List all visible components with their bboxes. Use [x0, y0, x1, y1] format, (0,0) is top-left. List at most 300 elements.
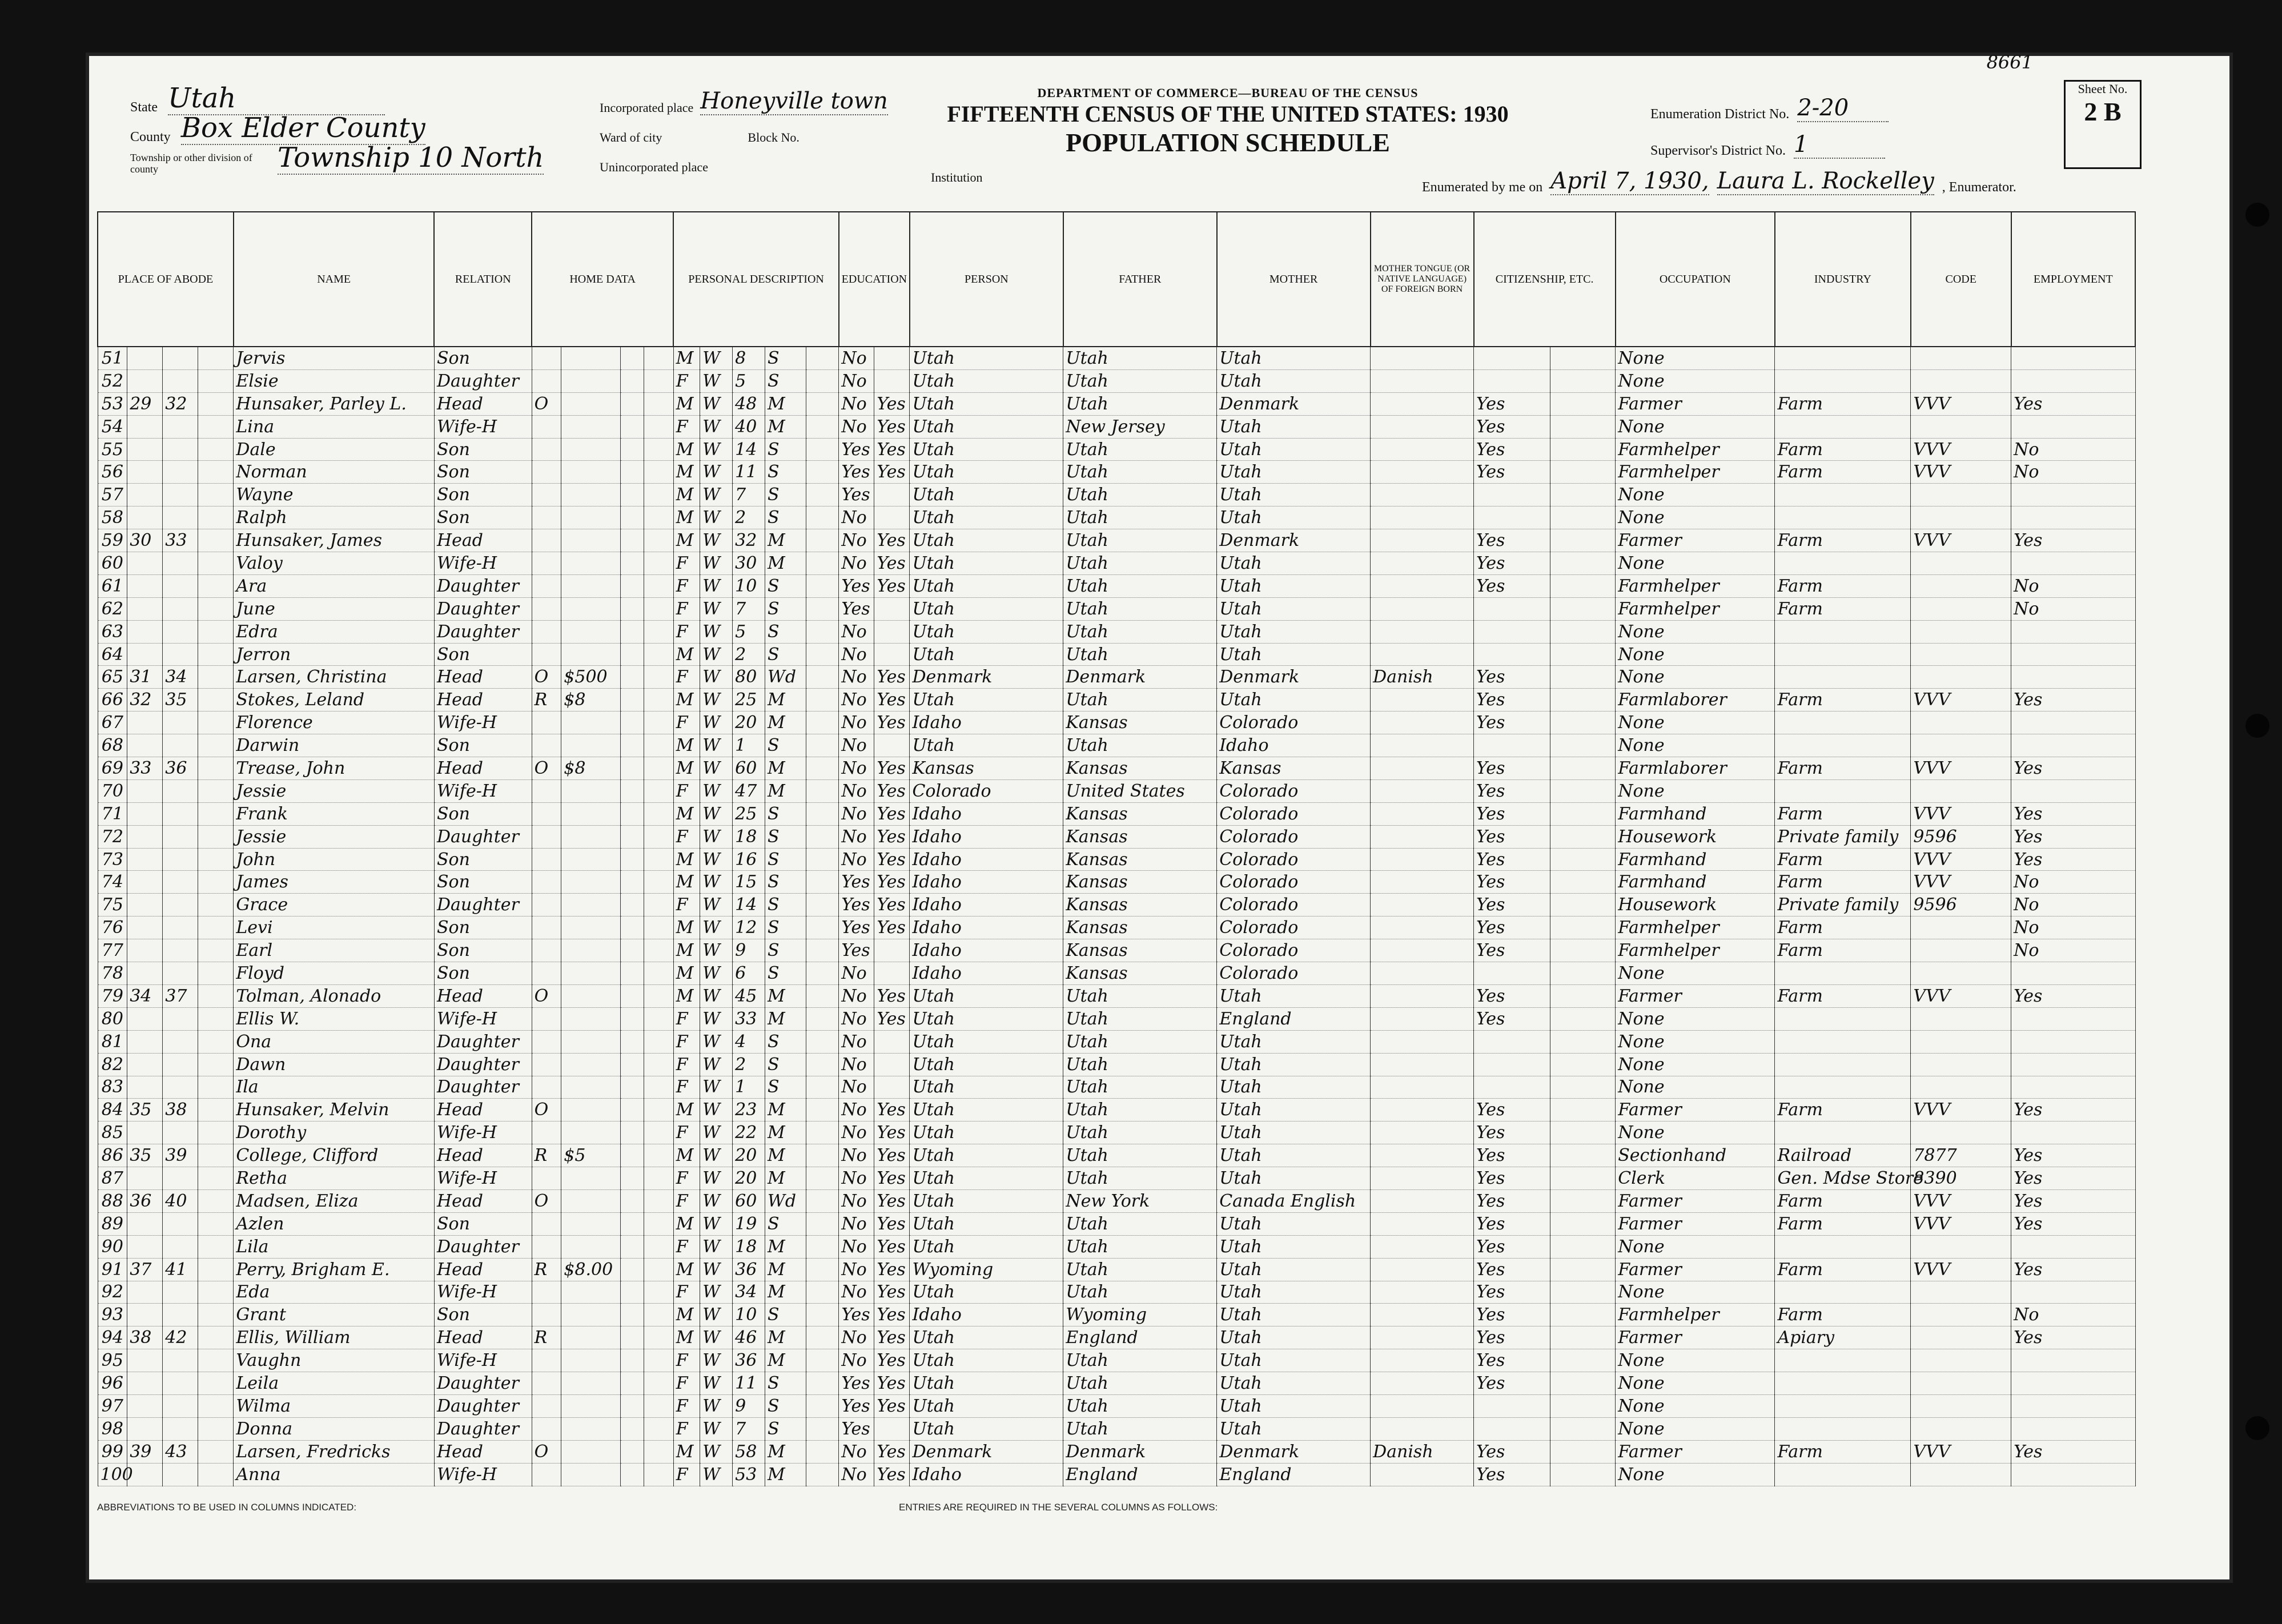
cell-read: Yes [874, 916, 910, 939]
cell-age: 20 [733, 1144, 765, 1167]
cell-fam [163, 369, 198, 392]
cell-cit: Yes [1474, 438, 1550, 461]
cell-read: Yes [874, 1212, 910, 1235]
cell-code: 8390 [1911, 1167, 2011, 1190]
cell-mbp: Colorado [1217, 711, 1371, 734]
cell-fam [163, 438, 198, 461]
cell-sex: F [673, 415, 700, 438]
cell-work: Yes [2011, 1167, 2135, 1190]
cell-bp: Utah [910, 415, 1063, 438]
cell-mbp: Colorado [1217, 871, 1371, 894]
cell-blank [644, 529, 674, 552]
cell-val [561, 1372, 620, 1395]
cell-blank [644, 597, 674, 620]
cell-blank [644, 1258, 674, 1281]
cell-rel: Daughter [434, 1030, 532, 1053]
population-table [97, 211, 2136, 1486]
cell-ind: Farm [1775, 802, 1911, 825]
cell-occ: None [1616, 1235, 1775, 1258]
cell-occ: Farmer [1616, 1099, 1775, 1121]
cell-mbp: Utah [1217, 984, 1371, 1007]
cell-blank [198, 1076, 234, 1099]
cell-read: Yes [874, 1394, 910, 1417]
cell-ind: Farm [1775, 461, 1911, 484]
cell-tongue [1371, 689, 1474, 711]
cell-race: W [700, 643, 733, 666]
cell-blank [1550, 1167, 1616, 1190]
cell-tongue [1371, 1281, 1474, 1304]
cell-tongue [1371, 574, 1474, 597]
cell-val [561, 1099, 620, 1121]
cell-dw: 36 [127, 1189, 163, 1212]
cell-age: 25 [733, 802, 765, 825]
cell-school: No [839, 1349, 874, 1372]
cell-bp: Wyoming [910, 1258, 1063, 1281]
cell-school: Yes [839, 939, 874, 962]
cell-cit: Yes [1474, 1463, 1550, 1486]
cell-tongue [1371, 1099, 1474, 1121]
cell-val [561, 392, 620, 415]
table-row [98, 1326, 2135, 1349]
block-label: Block No. [748, 130, 799, 144]
cell-blank [806, 825, 839, 848]
cell-rel: Head [434, 757, 532, 780]
cell-ind [1775, 962, 1911, 985]
cell-fam: 33 [163, 529, 198, 552]
cell-read: Yes [874, 871, 910, 894]
cell-own [532, 802, 561, 825]
cell-rel: Daughter [434, 894, 532, 916]
cell-dw: 31 [127, 666, 163, 689]
cell-race: W [700, 1258, 733, 1281]
cell-read: Yes [874, 574, 910, 597]
cell-fbp: Utah [1063, 1099, 1217, 1121]
cell-work: Yes [2011, 757, 2135, 780]
cell-school: No [839, 984, 874, 1007]
cell-fbp: Utah [1063, 552, 1217, 575]
cell-val [561, 1235, 620, 1258]
cell-rel: Son [434, 461, 532, 484]
cell-blank [620, 689, 644, 711]
cell-blank [1550, 757, 1616, 780]
cell-work: No [2011, 574, 2135, 597]
cell-tongue: Danish [1371, 1440, 1474, 1463]
cell-blank [198, 529, 234, 552]
cell-dw [127, 916, 163, 939]
cell-blank [644, 939, 674, 962]
cell-name: Elsie [234, 369, 435, 392]
cell-blank [1550, 939, 1616, 962]
cell-race: W [700, 552, 733, 575]
cell-n: 54 [98, 415, 127, 438]
cell-rel: Wife-H [434, 415, 532, 438]
cell-sex: F [673, 825, 700, 848]
cell-school: No [839, 1463, 874, 1486]
cell-mar: Wd [765, 666, 806, 689]
cell-val [561, 1189, 620, 1212]
cell-blank [806, 711, 839, 734]
cell-n: 58 [98, 507, 127, 529]
cell-blank [806, 507, 839, 529]
cell-work: No [2011, 894, 2135, 916]
cell-read: Yes [874, 461, 910, 484]
cell-rel: Head [434, 984, 532, 1007]
cell-fam [163, 1235, 198, 1258]
cell-age: 15 [733, 871, 765, 894]
col-personal: PERSONAL DESCRIPTION [673, 212, 839, 347]
cell-work [2011, 1053, 2135, 1076]
cell-own [532, 507, 561, 529]
cell-fam: 39 [163, 1144, 198, 1167]
table-row [98, 1144, 2135, 1167]
cell-rel: Wife-H [434, 1281, 532, 1304]
cell-cit: Yes [1474, 666, 1550, 689]
cell-tongue [1371, 1326, 1474, 1349]
cell-tongue [1371, 1349, 1474, 1372]
cell-tongue [1371, 1121, 1474, 1144]
cell-cit: Yes [1474, 1281, 1550, 1304]
cell-school: No [839, 962, 874, 985]
cell-rel: Wife-H [434, 779, 532, 802]
cell-school: No [839, 347, 874, 369]
cell-blank [620, 415, 644, 438]
cell-ind [1775, 552, 1911, 575]
cell-sex: F [673, 1349, 700, 1372]
cell-blank [198, 1281, 234, 1304]
cell-code: VVV [1911, 392, 2011, 415]
cell-blank [198, 1326, 234, 1349]
cell-work: No [2011, 438, 2135, 461]
cell-tongue [1371, 643, 1474, 666]
cell-cit: Yes [1474, 461, 1550, 484]
table-row [98, 1235, 2135, 1258]
cell-code [1911, 484, 2011, 507]
cell-blank [1550, 1212, 1616, 1235]
cell-dw [127, 802, 163, 825]
cell-work [2011, 1372, 2135, 1395]
cell-race: W [700, 1076, 733, 1099]
cell-rel: Daughter [434, 1076, 532, 1099]
cell-mbp: Colorado [1217, 894, 1371, 916]
cell-cit: Yes [1474, 757, 1550, 780]
cell-blank [198, 552, 234, 575]
cell-blank [620, 1121, 644, 1144]
cell-occ: Farmer [1616, 529, 1775, 552]
cell-read [874, 962, 910, 985]
cell-age: 10 [733, 1304, 765, 1326]
cell-code [1911, 734, 2011, 757]
cell-fbp: Utah [1063, 1394, 1217, 1417]
cell-mar: S [765, 802, 806, 825]
cell-mbp: Utah [1217, 1167, 1371, 1190]
cell-cit [1474, 1053, 1550, 1076]
cell-occ: Farmer [1616, 1440, 1775, 1463]
cell-n: 100 [98, 1463, 127, 1486]
cell-school: No [839, 1030, 874, 1053]
cell-sex: M [673, 757, 700, 780]
cell-fam [163, 1372, 198, 1395]
cell-code [1911, 347, 2011, 369]
cell-race: W [700, 1326, 733, 1349]
cell-blank [806, 1372, 839, 1395]
cell-val [561, 552, 620, 575]
cell-bp: Utah [910, 1121, 1063, 1144]
cell-mar: M [765, 1099, 806, 1121]
cell-school: No [839, 689, 874, 711]
cell-race: W [700, 574, 733, 597]
cell-bp: Utah [910, 1007, 1063, 1030]
cell-read: Yes [874, 1121, 910, 1144]
cell-sex: F [673, 1076, 700, 1099]
form-footer [97, 1502, 2136, 1513]
cell-read: Yes [874, 1304, 910, 1326]
cell-race: W [700, 1417, 733, 1440]
cell-cit [1474, 484, 1550, 507]
cell-tongue: Danish [1371, 666, 1474, 689]
cell-occ: None [1616, 1349, 1775, 1372]
cell-code [1911, 1417, 2011, 1440]
cell-blank [806, 574, 839, 597]
cell-code [1911, 1304, 2011, 1326]
cell-blank [198, 1212, 234, 1235]
cell-tongue [1371, 1258, 1474, 1281]
cell-n: 84 [98, 1099, 127, 1121]
cell-blank [198, 347, 234, 369]
cell-mar: M [765, 984, 806, 1007]
cell-occ: Farmhelper [1616, 461, 1775, 484]
cell-fam [163, 916, 198, 939]
cell-dw [127, 1076, 163, 1099]
cell-mbp: Utah [1217, 1053, 1371, 1076]
cell-cit: Yes [1474, 939, 1550, 962]
cell-code [1911, 1326, 2011, 1349]
cell-own [532, 711, 561, 734]
cell-occ: Housework [1616, 894, 1775, 916]
cell-blank [644, 962, 674, 985]
cell-occ: Farmhand [1616, 871, 1775, 894]
cell-mbp: Utah [1217, 1258, 1371, 1281]
cell-rel: Daughter [434, 1372, 532, 1395]
cell-ind: Apiary [1775, 1326, 1911, 1349]
cell-school: Yes [839, 871, 874, 894]
cell-n: 92 [98, 1281, 127, 1304]
cell-code [1911, 415, 2011, 438]
cell-val [561, 1349, 620, 1372]
cell-fbp: Utah [1063, 574, 1217, 597]
cell-name: Ellis, William [234, 1326, 435, 1349]
cell-sex: F [673, 1030, 700, 1053]
cell-fam [163, 962, 198, 985]
cell-occ: None [1616, 1007, 1775, 1030]
cell-code: VVV [1911, 529, 2011, 552]
cell-cit [1474, 962, 1550, 985]
cell-cit [1474, 507, 1550, 529]
cell-race: W [700, 1304, 733, 1326]
cell-n: 77 [98, 939, 127, 962]
cell-sex: M [673, 802, 700, 825]
cell-own [532, 574, 561, 597]
unincorporated-label: Unincorporated place [600, 160, 708, 174]
cell-blank [1550, 529, 1616, 552]
cell-tongue [1371, 620, 1474, 643]
cell-blank [644, 369, 674, 392]
cell-cit [1474, 597, 1550, 620]
cell-occ: Farmhelper [1616, 1304, 1775, 1326]
cell-read: Yes [874, 825, 910, 848]
cell-dw: 29 [127, 392, 163, 415]
cell-fam [163, 552, 198, 575]
cell-blank [1550, 507, 1616, 529]
col-relation: RELATION [434, 212, 532, 347]
cell-blank [198, 666, 234, 689]
cell-read: Yes [874, 1144, 910, 1167]
sd-label: Supervisor's District No. [1650, 143, 1786, 158]
cell-rel: Head [434, 666, 532, 689]
township-label: Township or other division of county [130, 152, 252, 175]
table-row [98, 574, 2135, 597]
cell-blank [198, 1304, 234, 1326]
cell-read: Yes [874, 1007, 910, 1030]
cell-rel: Son [434, 916, 532, 939]
cell-code [1911, 643, 2011, 666]
cell-blank [198, 1417, 234, 1440]
cell-occ: Farmhand [1616, 848, 1775, 871]
cell-age: 40 [733, 415, 765, 438]
cell-n: 86 [98, 1144, 127, 1167]
cell-bp: Utah [910, 620, 1063, 643]
cell-fbp: Kansas [1063, 711, 1217, 734]
cell-n: 99 [98, 1440, 127, 1463]
cell-code: VVV [1911, 1099, 2011, 1121]
cell-blank [1550, 1007, 1616, 1030]
cell-fbp: Kansas [1063, 757, 1217, 780]
cell-ind [1775, 1417, 1911, 1440]
cell-dw [127, 825, 163, 848]
cell-mar: M [765, 392, 806, 415]
cell-blank [1550, 1030, 1616, 1053]
cell-bp: Utah [910, 643, 1063, 666]
sheet-label: Sheet No. [2078, 82, 2128, 96]
table-row [98, 1121, 2135, 1144]
cell-fbp: Utah [1063, 1258, 1217, 1281]
cell-blank [620, 347, 644, 369]
cell-own [532, 1235, 561, 1258]
cell-name: Florence [234, 711, 435, 734]
cell-mbp: Utah [1217, 574, 1371, 597]
cell-name: College, Clifford [234, 1144, 435, 1167]
cell-mbp: Utah [1217, 620, 1371, 643]
cell-blank [806, 1281, 839, 1304]
cell-blank [620, 1349, 644, 1372]
cell-occ: None [1616, 1053, 1775, 1076]
cell-name: Retha [234, 1167, 435, 1190]
cell-school: No [839, 620, 874, 643]
cell-blank [644, 1053, 674, 1076]
cell-fam [163, 1417, 198, 1440]
cell-fam [163, 574, 198, 597]
cell-bp: Utah [910, 1372, 1063, 1395]
cell-n: 97 [98, 1394, 127, 1417]
cell-dw [127, 1349, 163, 1372]
cell-name: Perry, Brigham E. [234, 1258, 435, 1281]
cell-code [1911, 1281, 2011, 1304]
cell-cit [1474, 620, 1550, 643]
cell-sex: M [673, 461, 700, 484]
cell-fam [163, 871, 198, 894]
cell-fam [163, 1304, 198, 1326]
cell-work: No [2011, 597, 2135, 620]
cell-name: Azlen [234, 1212, 435, 1235]
cell-cit [1474, 1394, 1550, 1417]
cell-val [561, 1281, 620, 1304]
cell-mar: S [765, 484, 806, 507]
cell-mar: M [765, 1326, 806, 1349]
cell-n: 81 [98, 1030, 127, 1053]
cell-val [561, 1417, 620, 1440]
col-education: EDUCATION [839, 212, 910, 347]
cell-race: W [700, 507, 733, 529]
cell-own [532, 1167, 561, 1190]
cell-school: No [839, 1440, 874, 1463]
col-code: CODE [1911, 212, 2011, 347]
cell-mar: S [765, 461, 806, 484]
cell-ind [1775, 1235, 1911, 1258]
cell-sex: M [673, 689, 700, 711]
cell-code [1911, 939, 2011, 962]
cell-own: R [532, 689, 561, 711]
cell-code [1911, 1053, 2011, 1076]
cell-sex: F [673, 1167, 700, 1190]
cell-rel: Son [434, 507, 532, 529]
cell-race: W [700, 1189, 733, 1212]
cell-ind [1775, 507, 1911, 529]
cell-fbp: Utah [1063, 461, 1217, 484]
cell-own: R [532, 1326, 561, 1349]
cell-val [561, 779, 620, 802]
col-home-data: HOME DATA [532, 212, 673, 347]
cell-name: Jessie [234, 779, 435, 802]
cell-code [1911, 1235, 2011, 1258]
cell-blank [806, 1394, 839, 1417]
cell-age: 46 [733, 1326, 765, 1349]
cell-blank [806, 347, 839, 369]
cell-blank [620, 507, 644, 529]
cell-fam: 38 [163, 1099, 198, 1121]
cell-n: 96 [98, 1372, 127, 1395]
table-row [98, 1007, 2135, 1030]
cell-blank [1550, 871, 1616, 894]
cell-fam [163, 415, 198, 438]
cell-work [2011, 643, 2135, 666]
cell-ind [1775, 734, 1911, 757]
cell-fam [163, 825, 198, 848]
cell-own [532, 1394, 561, 1417]
cell-n: 94 [98, 1326, 127, 1349]
cell-name: Ellis W. [234, 1007, 435, 1030]
cell-val [561, 1440, 620, 1463]
cell-school: No [839, 711, 874, 734]
cell-work: Yes [2011, 689, 2135, 711]
cell-dw [127, 438, 163, 461]
cell-own [532, 1053, 561, 1076]
cell-occ: None [1616, 734, 1775, 757]
cell-val [561, 825, 620, 848]
cell-age: 22 [733, 1121, 765, 1144]
cell-name: Wayne [234, 484, 435, 507]
cell-blank [806, 894, 839, 916]
cell-own [532, 1417, 561, 1440]
enumerator-name: Laura L. Rockelley [1717, 168, 1934, 194]
